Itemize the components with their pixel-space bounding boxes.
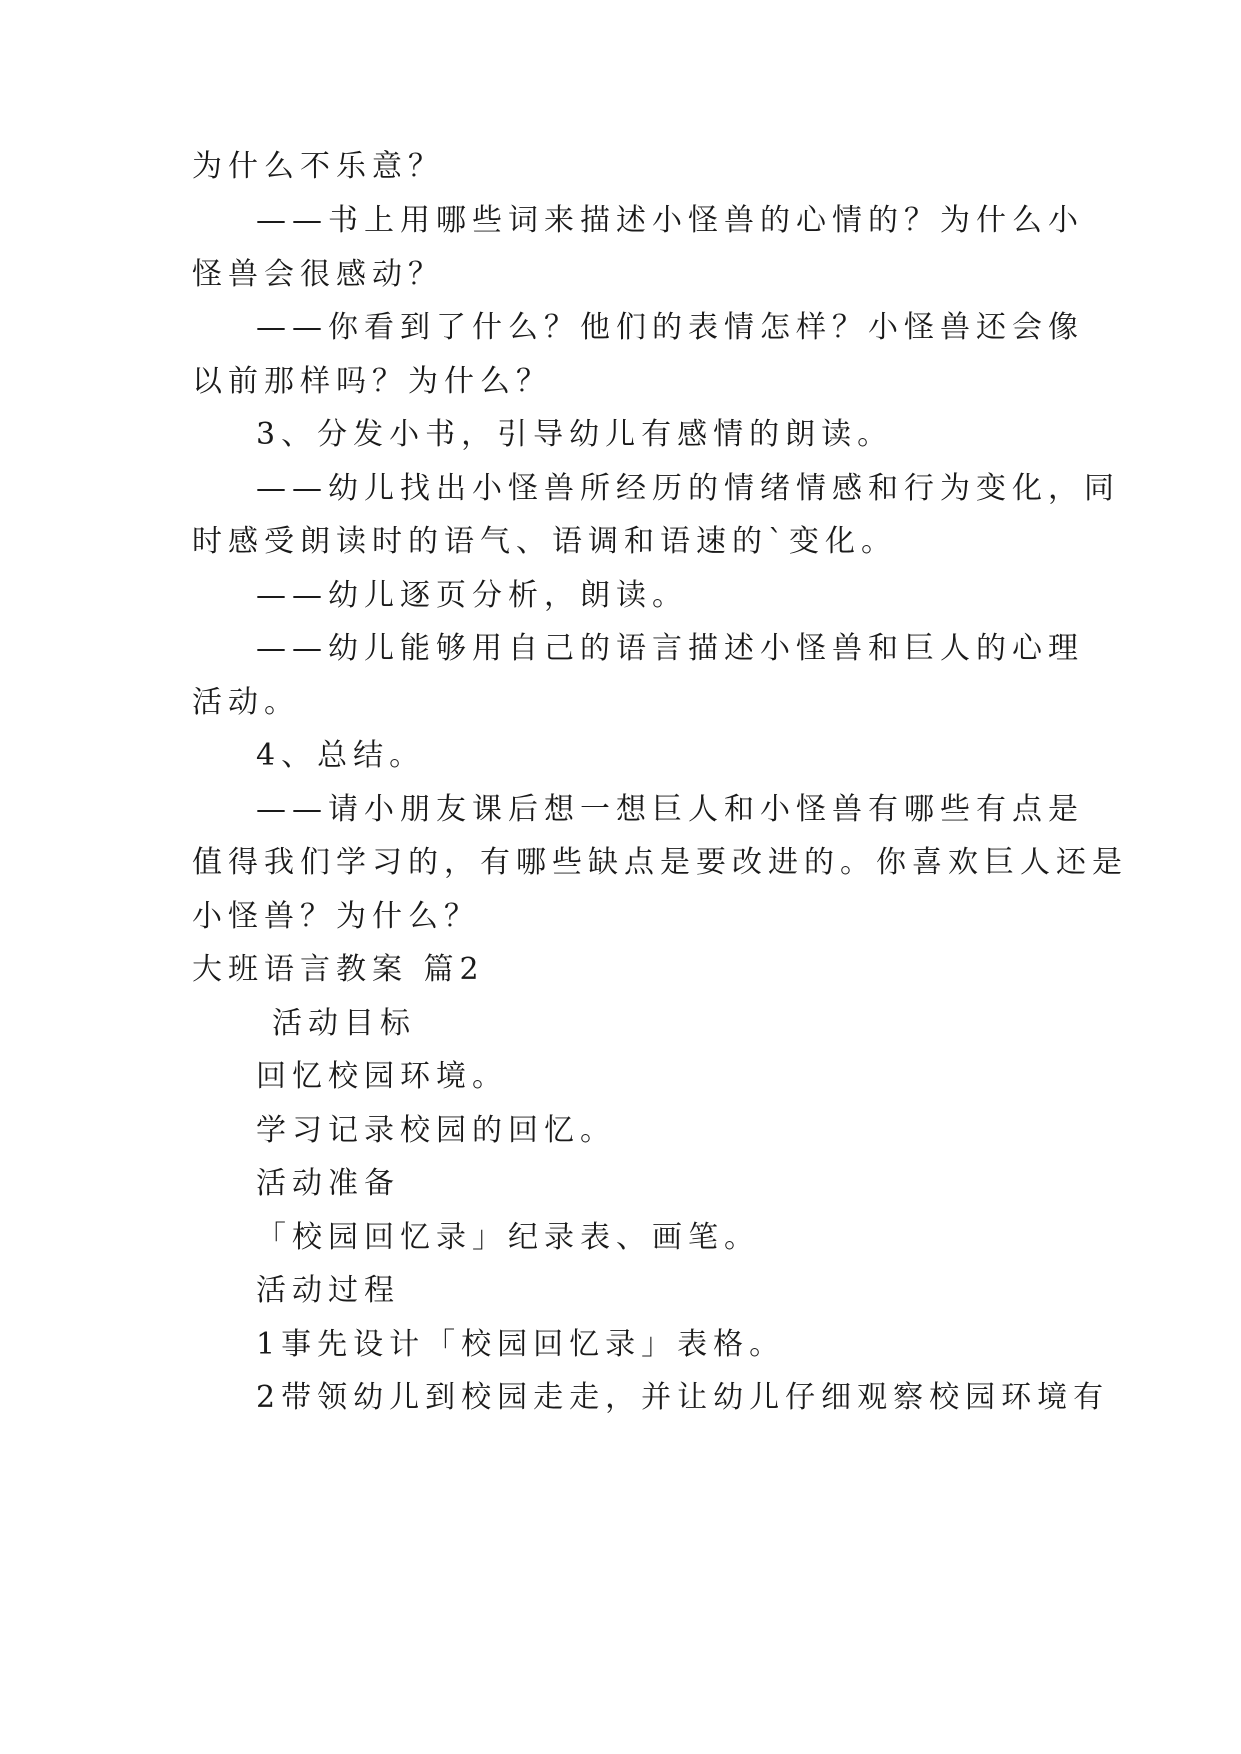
subsection-heading: 活动目标 (272, 1006, 416, 1041)
text-line: 值得我们学习的，有哪些缺点是要改进的。你喜欢巨人还是 (192, 845, 1128, 880)
text-line: ——请小朋友课后想一想巨人和小怪兽有哪些有点是 (256, 792, 1084, 827)
text-line: 时感受朗读时的语气、语调和语速的`变化。 (192, 524, 897, 559)
step-heading: 3、分发小书，引导幼儿有感情的朗读。 (256, 417, 894, 452)
subsection-heading: 活动过程 (256, 1273, 400, 1308)
subsection-heading: 活动准备 (256, 1166, 400, 1201)
text-line: 「校园回忆录」纪录表、画笔。 (256, 1220, 760, 1255)
step-heading: 4、总结。 (256, 738, 426, 773)
text-line: 1事先设计「校园回忆录」表格。 (256, 1327, 786, 1362)
text-line: ——你看到了什么？他们的表情怎样？小怪兽还会像 (256, 310, 1084, 345)
text-line: 2带领幼儿到校园走走，并让幼儿仔细观察校园环境有 (256, 1380, 1110, 1415)
text-line: 怪兽会很感动？ (192, 257, 444, 292)
section-title: 大班语言教案 篇2 (192, 952, 485, 987)
text-line: 回忆校园环境。 (256, 1059, 508, 1094)
text-line: 学习记录校园的回忆。 (256, 1113, 616, 1148)
text-line: ——幼儿找出小怪兽所经历的情绪情感和行为变化，同 (256, 471, 1120, 506)
text-line: 活动。 (192, 685, 300, 720)
text-line: 小怪兽？为什么？ (192, 899, 480, 934)
text-line: 以前那样吗？为什么？ (192, 364, 552, 399)
text-line: ——幼儿逐页分析，朗读。 (256, 578, 688, 613)
text-line: ——书上用哪些词来描述小怪兽的心情的？为什么小 (256, 203, 1084, 238)
text-line: ——幼儿能够用自己的语言描述小怪兽和巨人的心理 (256, 631, 1084, 666)
text-line: 为什么不乐意？ (192, 149, 444, 184)
